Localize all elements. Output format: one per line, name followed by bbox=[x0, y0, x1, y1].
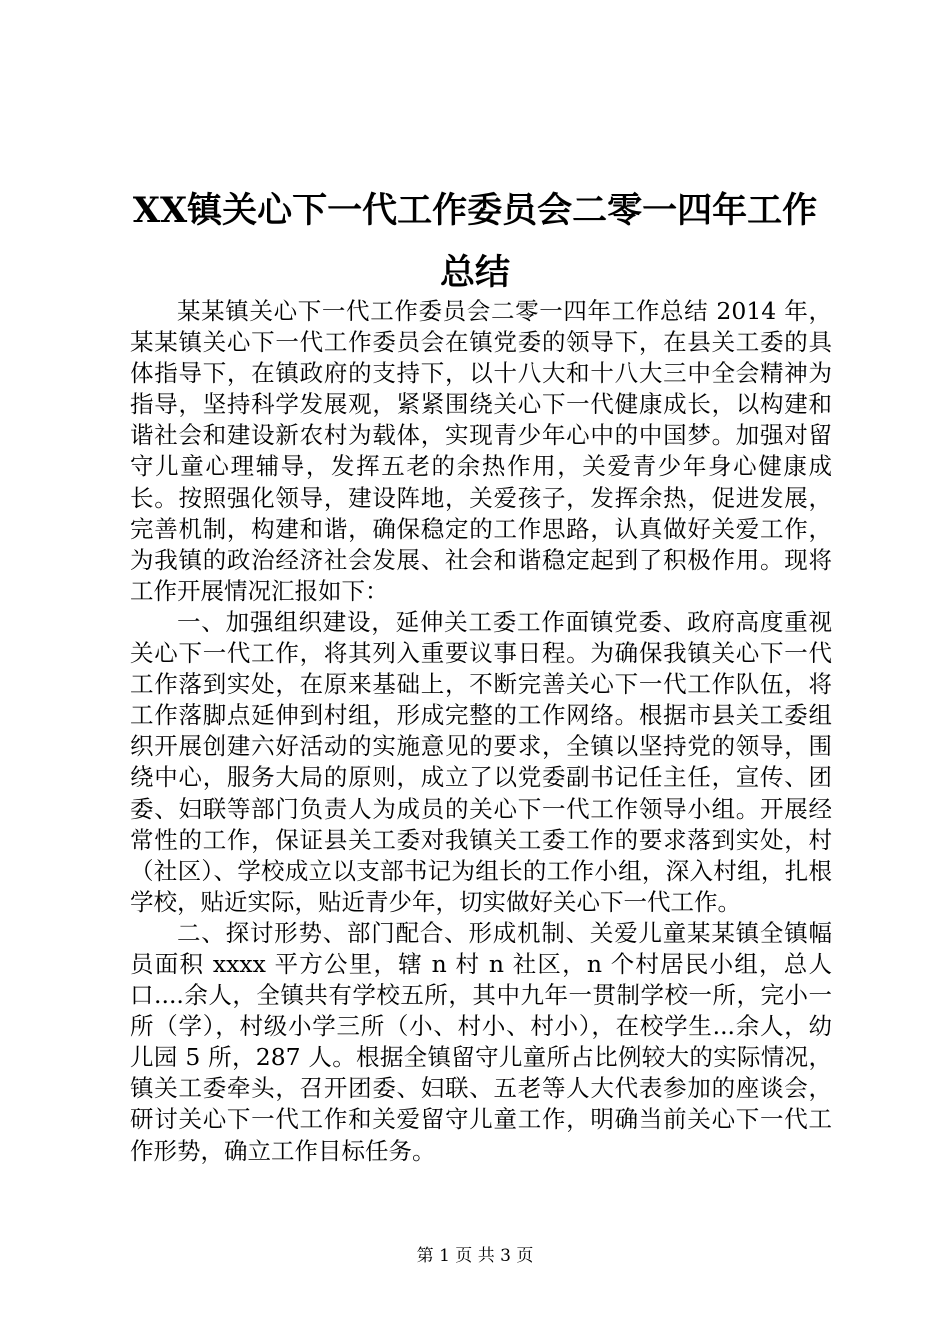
paragraph-section-1: 一、加强组织建设，延伸关工委工作面镇党委、政府高度重视关心下一代工作，将其列入重要议事日程。为确保我镇关心下一代工作落到实处，在原来基础上，不断完善关心下一代工作队伍，将工作落脚点延伸到村组，形成完整的工作网络。根据市县关工委组织开展创建六好活动的实施意见的要求，全镇以坚持党的领导，围绕中心，服务大局的原则，成立了以党委副书记任主任，宣传、团委、妇联等部门负责人为成员的关心下一代工作领导小组。开展经常性的工作，保证县关工委对我镇关工委工作的要求落到实处，村（社区）、学校成立以支部书记为组长的工作小组，深入村组，扎根学校，贴近实际，贴近青少年，切实做好关心下一代工作。 bbox=[130, 607, 832, 916]
document-title bbox=[100, 180, 850, 304]
page-number-footer: 第 1 页 共 3 页 bbox=[416, 1246, 534, 1266]
document-title-line-2: 总结 bbox=[439, 252, 510, 293]
paragraph-section-2: 二、探讨形势、部门配合、形成机制、关爱儿童某某镇全镇幅员面积 xxxx 平方公里，辖 n 村 n 社区，n 个村居民小组，总人口....余人，全镇共有学校五所，其中九年一贯制学校一所，完小一所（学），村级小学三所（小、村小、村小），在校学生...余人，幼儿园 5 所，287 人。根据全镇留守儿童所占比例较大的实际情况，镇关工委牵头，召开团委、妇联、五老等人大代表参加的座谈会，研讨关心下一代工作和关爱留守儿童工作，明确当前关心下一代工作形势，确立工作目标任务。 bbox=[130, 918, 832, 1165]
document-body bbox=[130, 296, 832, 1167]
document-title-line-1: XX镇关心下一代工作委员会二零一四年工作 bbox=[132, 190, 818, 231]
paragraph-intro: 某某镇关心下一代工作委员会二零一四年工作总结 2014 年，某某镇关心下一代工作委员会在镇党委的领导下，在县关工委的具体指导下，在镇政府的支持下，以十八大和十八大三中全会精神为指导，坚持科学发展观，紧紧围绕关心下一代健康成长，以构建和谐社会和建设新农村为载体，实现青少年心中的中国梦。加强对留守儿童心理辅导，发挥五老的余热作用，关爱青少年身心健康成长。按照强化领导，建设阵地，关爱孩子，发挥余热，促进发展，完善机制，构建和谐，确保稳定的工作思路，认真做好关爱工作，为我镇的政治经济社会发展、社会和谐稳定起到了积极作用。现将工作开展情况汇报如下： bbox=[130, 297, 832, 605]
